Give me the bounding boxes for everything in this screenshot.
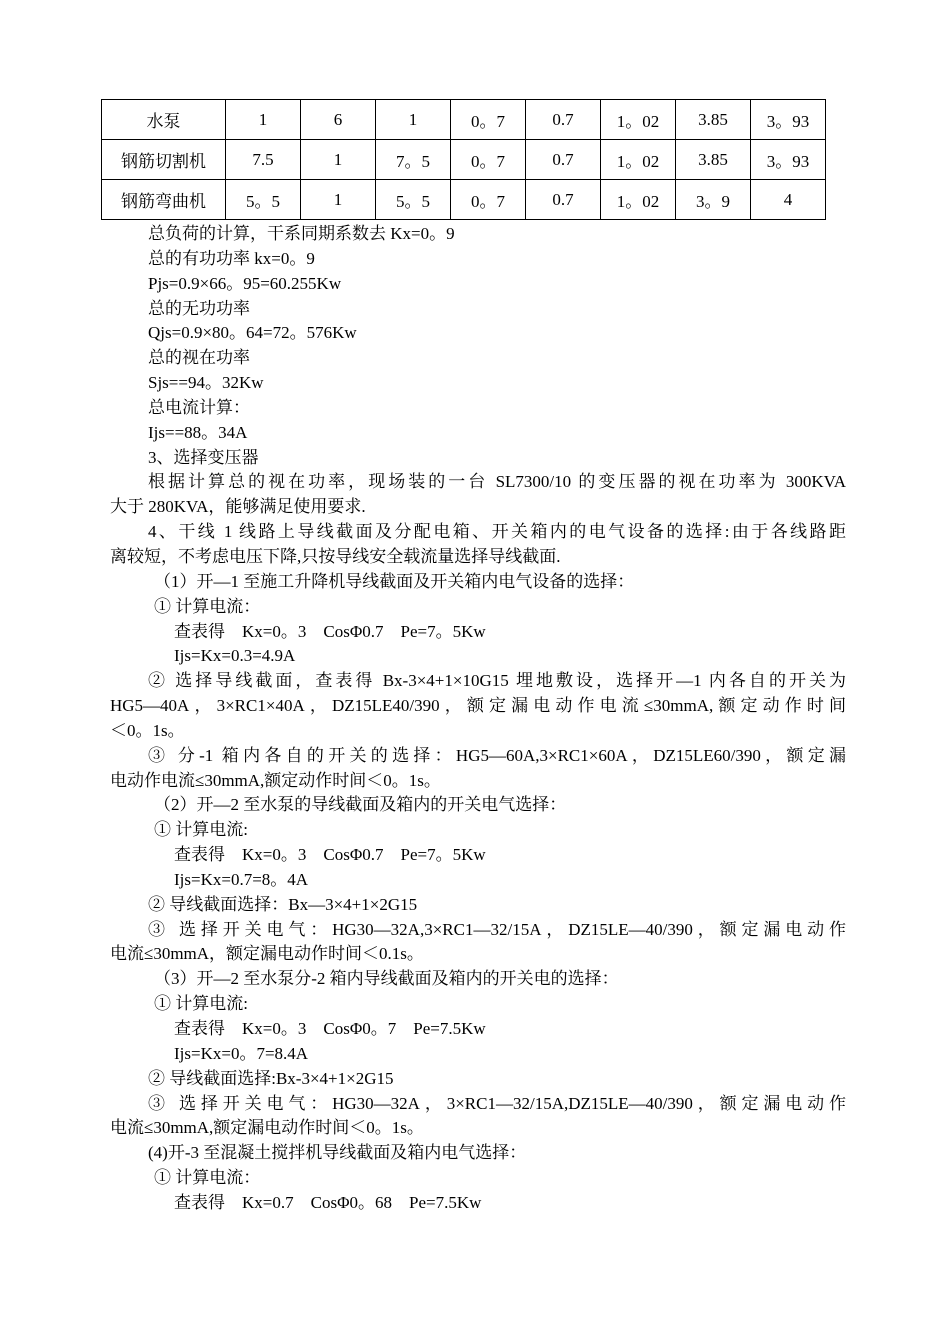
text-line: ＜0。1s。 <box>110 720 185 740</box>
text-line: HG5—40A，3×RC1×40A，DZ15LE40/390，额定漏电动作电流≤30mmA,额定动作时间 <box>110 696 846 716</box>
text-line: 根据计算总的视在功率，现场装的一台 SL7300/10 的变压器的视在功率为 300KVA <box>148 472 846 492</box>
text-line: 查表得 Kx=0.7 CosΦ0。68 Pe=7.5Kw <box>174 1192 482 1212</box>
text-line: Ijs==88。34A <box>148 422 248 442</box>
text-line: ③ 选择开关电气：HG30—32A，3×RC1—32/15A,DZ15LE—40/390，额定漏电动作 <box>148 1093 846 1113</box>
table-cell: 0.7 <box>526 180 601 220</box>
table-row <box>102 140 826 180</box>
text-line: ③ 分-1 箱内各自的开关的选择：HG5—60A,3×RC1×60A，DZ15LE60/390，额定漏 <box>148 745 846 765</box>
text-line: 大于 280KVA，能够满足使用要求. <box>110 497 366 517</box>
text-line: 查表得 Kx=0。3 CosΦ0.7 Pe=7。5Kw <box>174 845 486 865</box>
table-cell: 1 <box>301 180 376 220</box>
load-table <box>101 99 826 220</box>
table-cell: 3。93 <box>751 140 826 180</box>
text-line: （2）开—2 至水泵的导线截面及箱内的开关电气选择： <box>154 795 567 815</box>
text-line: ① 计算电流: <box>154 820 248 840</box>
text-line: 电流≤30mmA,额定漏电动作时间＜0。1s。 <box>110 1118 424 1138</box>
table-cell: 1。02 <box>601 140 676 180</box>
table-cell: 0。7 <box>451 100 526 140</box>
table-cell: 7.5 <box>226 140 301 180</box>
text-line: Pjs=0.9×66。95=60.255Kw <box>148 273 342 293</box>
text-line: 总电流计算： <box>148 397 250 417</box>
text-line: 总的有功功率 kx=0。9 <box>148 248 315 268</box>
table-cell: 3.85 <box>676 140 751 180</box>
text-line: 电动作电流≤30mmA,额定动作时间＜0。1s。 <box>110 770 441 790</box>
table-cell: 1 <box>226 100 301 140</box>
text-line: （3）开—2 至水泵分-2 箱内导线截面及箱内的开关电的选择： <box>154 969 619 989</box>
text-line: Ijs=Kx=0。7=8.4A <box>174 1043 309 1063</box>
text-line: 查表得 Kx=0。3 CosΦ0。7 Pe=7.5Kw <box>174 1019 486 1038</box>
equipment-name-cell: 钢筋切割机 <box>102 140 226 180</box>
text-line: 4、干线 1 线路上导线截面及分配电箱、开关箱内的电气设备的选择:由于各线路距 <box>148 522 846 542</box>
text-line: 电流≤30mmA，额定漏电动作时间＜0.1s。 <box>110 944 424 964</box>
table-cell: 0.7 <box>526 100 601 140</box>
table-cell: 1。02 <box>601 180 676 220</box>
table-cell: 4 <box>751 180 826 220</box>
text-line: ① 计算电流： <box>154 1168 261 1188</box>
text-line: 总的无功功率 <box>148 298 250 318</box>
text-line: 总负荷的计算，干系同期系数去 Kx=0。9 <box>148 224 455 243</box>
text-line: ① 计算电流: <box>154 994 248 1014</box>
text-line: (4)开-3 至混凝土搅拌机导线截面及箱内电气选择： <box>148 1143 527 1163</box>
table-cell: 0。7 <box>451 180 526 220</box>
text-line: ② 导线截面选择:Bx-3×4+1×2G15 <box>148 1068 394 1088</box>
table-cell: 1。02 <box>601 100 676 140</box>
load-table-body <box>102 100 826 220</box>
table-cell: 3。93 <box>751 100 826 140</box>
table-cell: 1 <box>301 140 376 180</box>
text-line: Qjs=0.9×80。64=72。576Kw <box>148 323 357 343</box>
text-line: ① 计算电流： <box>154 596 261 616</box>
text-line: Sjs==94。32Kw <box>148 373 264 393</box>
text-line: （1）开—1 至施工升降机导线截面及开关箱内电气设备的选择： <box>154 571 635 591</box>
text-line: ③ 选择开关电气：HG30—32A,3×RC1—32/15A，DZ15LE—40/390，额定漏电动作 <box>148 919 846 939</box>
text-line: 查表得 Kx=0。3 CosΦ0.7 Pe=7。5Kw <box>174 621 486 641</box>
table-cell: 5。5 <box>376 180 451 220</box>
table-cell: 7。5 <box>376 140 451 180</box>
text-line: 3、选择变压器 <box>148 447 259 467</box>
text-line: ② 选择导线截面，查表得 Bx-3×4+1×10G15 埋地敷设，选择开—1 内各自的开关为 <box>148 671 846 691</box>
table-cell: 1 <box>376 100 451 140</box>
table-cell: 3。9 <box>676 180 751 220</box>
text-line: Ijs=Kx=0.7=8。4A <box>174 869 309 889</box>
table-row <box>102 180 826 220</box>
table-cell: 0.7 <box>526 140 601 180</box>
text-line: Ijs=Kx=0.3=4.9A <box>174 646 296 666</box>
table-cell: 5。5 <box>226 180 301 220</box>
table-row <box>102 100 826 140</box>
text-line: 离较短，不考虑电压下降,只按导线安全载流量选择导线截面. <box>110 546 561 566</box>
table-cell: 3.85 <box>676 100 751 140</box>
body-text <box>110 222 846 1216</box>
equipment-name-cell: 钢筋弯曲机 <box>102 180 226 220</box>
text-line: ② 导线截面选择：Bx—3×4+1×2G15 <box>148 894 418 914</box>
table-cell: 6 <box>301 100 376 140</box>
equipment-name-cell: 水泵 <box>102 100 226 140</box>
text-line: 总的视在功率 <box>148 348 250 368</box>
table-cell: 0。7 <box>451 140 526 180</box>
